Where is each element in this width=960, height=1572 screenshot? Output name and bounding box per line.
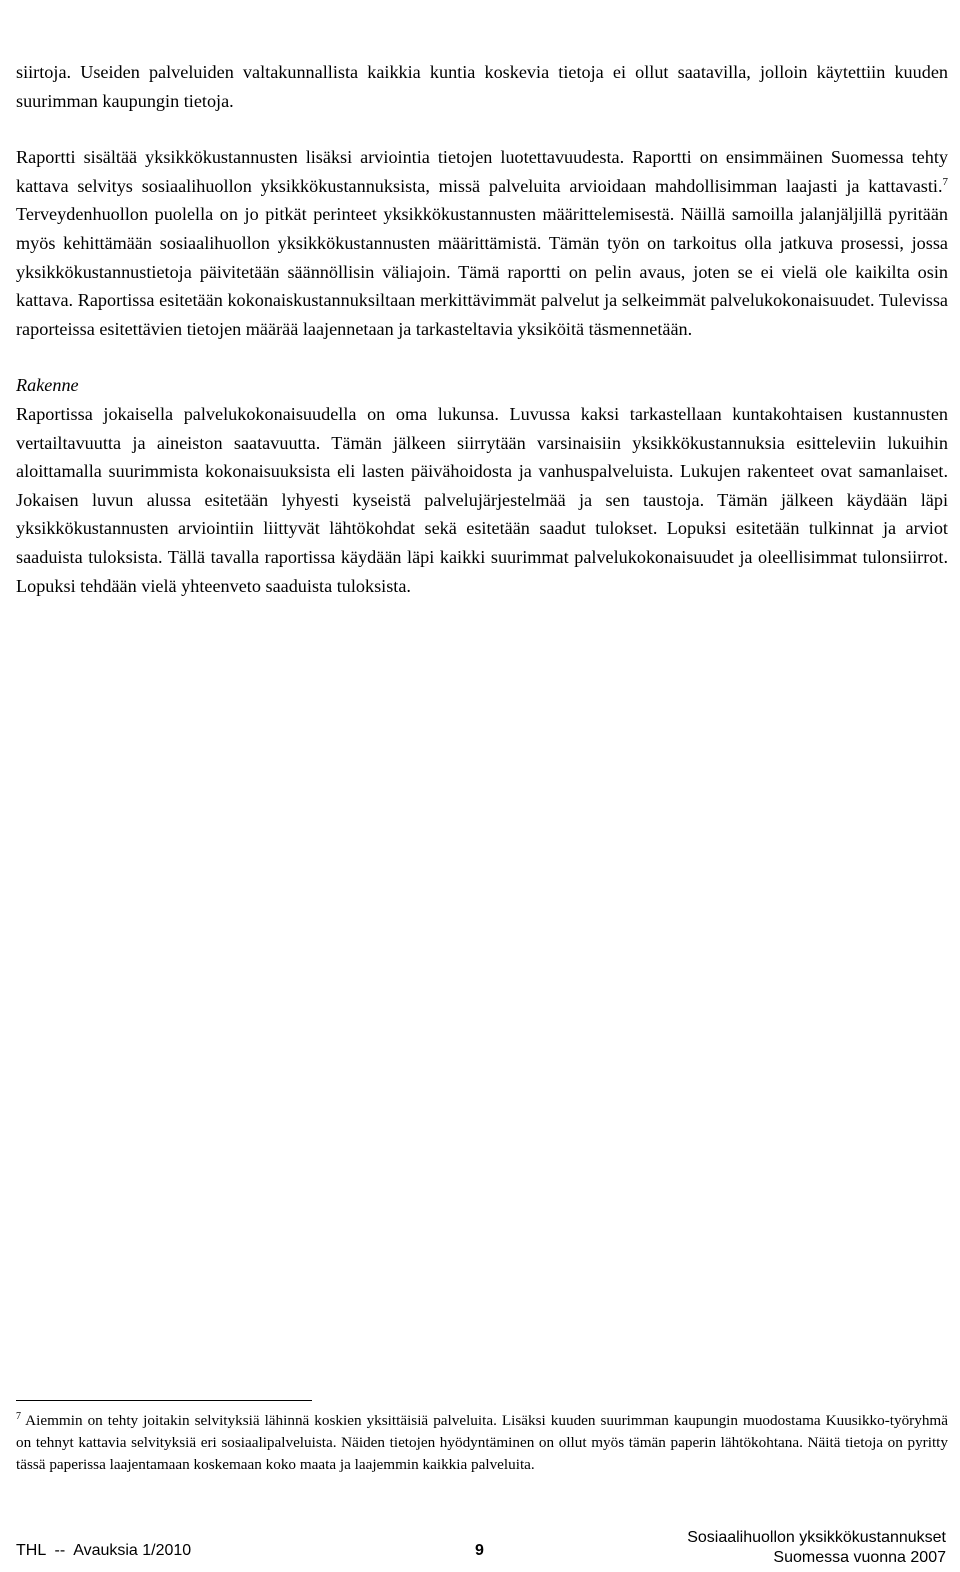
footnote: [16, 1410, 948, 1475]
paragraph-report-contents-text-a: Raportti sisältää yksikkökustannusten lisäksi arviointia tietojen luotettavuudesta. Raportti on ensimmäinen Suomessa tehty kattava selvitys sosiaalihuollon yksikkökustannuksista, missä palveluita arvioidaan mahdollisimman laajasti ja kattavasti.: [16, 147, 948, 196]
paragraph-structure: Raportissa jokaisella palvelukokonaisuudella on oma lukunsa. Luvussa kaksi tarkastellaan kuntakohtaisen kustannusten vertailtavuutta ja aineiston saatavuutta. Tämän jälkeen siirrytään varsinaisiin yksikkökustannuksia esitteleviin lukuihin aloittamalla suurimmista kokonaisuuksista eli lasten päivähoidosta ja vanhuspalveluista. Lukujen rakenteet ovat samanlaiset. Jokaisen luvun alussa esitetään lyhyesti kyseistä palvelujärjestelmää ja sen taustoja. Tämän jälkeen käydään läpi yksikkökustannusten arviointiin liittyvät lähtökohdat sekä esitetään saadut tulokset. Lopuksi esitetään tulkinnat ja arviot saaduista tuloksista. Tällä tavalla raportissa käydään läpi kaikki suurimmat palvelukokonaisuudet ja oleellisimmat tulonsiirrot. Lopuksi tehdään vielä yhteenveto saaduista tuloksista.: [16, 403, 948, 596]
footnote-number: 7: [16, 1411, 21, 1422]
footnote-text: Aiemmin on tehty joitakin selvityksiä lähinnä koskien yksittäisiä palveluita. Lisäksi kuuden suurimman kaupungin muodostama Kuusikko-työryhmä on tehnyt kattavia selvityksiä eri sosiaalipalveluista. Näiden tietojen hyödyntäminen on ollut myös tämän paperin lähtökohtana. Näitä tietoja on pyritty tässä paperissa laajentamaan koskemaan koko maata ja laajemmin kaikkia palveluita.: [16, 1412, 948, 1473]
footnote-reference[interactable]: 7: [942, 175, 948, 188]
paragraph-intro: siirtoja. Useiden palveluiden valtakunnallista kaikkia kuntia koskevia tietoja ei ollut saatavilla, jolloin käytettiin kuuden suurimman kaupungin tietoja.: [16, 62, 948, 111]
section-heading-rakenne: Rakenne: [16, 375, 79, 396]
page-body: [16, 58, 948, 600]
footer-report-title-line1: Sosiaalihuollon yksikkökustannukset: [687, 1529, 946, 1546]
footer-report-title-line2: Suomessa vuonna 2007: [773, 1549, 946, 1566]
paragraph-report-contents-text-b: Terveydenhuollon puolella on jo pitkät perinteet yksikkökustannusten määrittelemisestä. Näillä samoilla jalanjäljillä pyritään myös kehittämään sosiaalihuollon yksikkökustannusten määrittämistä. Tämän työn on tarkoitus olla jatkuva prosessi, jossa yksikkökustannustietoja päivitetään säännöllisin väliajoin. Tämä raportti on pelin avaus, joten se ei vielä ole kaikilta osin kattava. Raportissa esitetään kokonaiskustannuksiltaan merkittävimmät palvelut ja selkeimmät palvelukokonaisuudet. Tulevissa raporteissa esitettävien tietojen määrää laajennetaan ja tarkasteltavia yksiköitä täsmennetään.: [16, 204, 948, 339]
page-number: 9: [475, 1542, 484, 1559]
paragraph-report-contents: [16, 143, 948, 343]
footer-report-title: [687, 1528, 946, 1568]
footnote-divider: [16, 1400, 312, 1401]
footer-publication: THL -- Avauksia 1/2010: [16, 1542, 192, 1559]
